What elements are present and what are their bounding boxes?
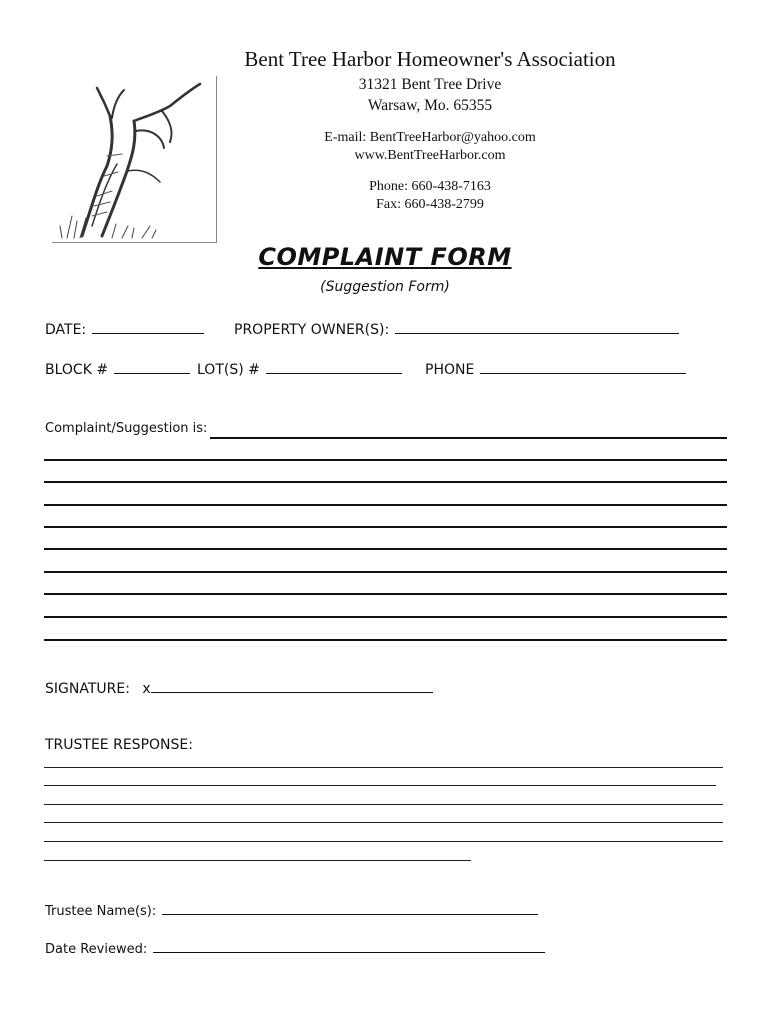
property-owner-field bbox=[234, 321, 679, 338]
lot-blank[interactable] bbox=[266, 361, 402, 374]
lot-field bbox=[197, 361, 402, 378]
property-owner-blank[interactable] bbox=[395, 321, 679, 334]
trustee-response-line[interactable] bbox=[44, 767, 723, 768]
complaint-line[interactable] bbox=[44, 571, 727, 573]
block-field bbox=[45, 361, 190, 378]
logo-frame bbox=[52, 76, 217, 243]
complaint-line[interactable] bbox=[44, 481, 727, 483]
complaint-line[interactable] bbox=[44, 548, 727, 550]
date-reviewed-blank[interactable] bbox=[153, 940, 545, 953]
address-line-2: Warsaw, Mo. 65355 bbox=[367, 97, 493, 114]
complaint-label: Complaint/Suggestion is: bbox=[45, 421, 208, 436]
signature-prefix: x bbox=[142, 681, 151, 697]
address-line-1: 31321 Bent Tree Drive bbox=[358, 76, 502, 93]
complaint-line[interactable] bbox=[44, 459, 727, 461]
date-label: DATE: bbox=[45, 322, 87, 338]
complaint-line[interactable] bbox=[44, 639, 727, 641]
block-blank[interactable] bbox=[114, 361, 190, 374]
website: www.BentTreeHarbor.com bbox=[354, 148, 506, 163]
phone-number: Phone: 660-438-7163 bbox=[369, 179, 491, 194]
complaint-line[interactable] bbox=[44, 504, 727, 506]
lot-label: LOT(S) # bbox=[197, 362, 260, 378]
complaint-line[interactable] bbox=[210, 437, 727, 439]
date-reviewed-field bbox=[45, 940, 545, 957]
complaint-line[interactable] bbox=[44, 616, 727, 618]
trustee-name-label: Trustee Name(s): bbox=[45, 904, 157, 919]
date-reviewed-label: Date Reviewed: bbox=[45, 942, 148, 957]
complaint-line[interactable] bbox=[44, 526, 727, 528]
phone-field bbox=[425, 361, 686, 378]
trustee-response-label: TRUSTEE RESPONSE: bbox=[45, 737, 193, 753]
date-field bbox=[45, 321, 204, 338]
email: E-mail: BentTreeHarbor@yahoo.com bbox=[324, 130, 536, 145]
complaint-line[interactable] bbox=[44, 593, 727, 595]
trustee-response-line[interactable] bbox=[44, 841, 723, 842]
phone-label: PHONE bbox=[425, 362, 475, 378]
trustee-response-line[interactable] bbox=[44, 804, 723, 805]
form-subtitle: (Suggestion Form) bbox=[320, 279, 450, 295]
signature-blank[interactable] bbox=[151, 680, 433, 693]
signature-label: SIGNATURE: bbox=[45, 681, 130, 697]
trustee-name-field bbox=[45, 902, 538, 919]
date-blank[interactable] bbox=[92, 321, 204, 334]
trustee-response-line[interactable] bbox=[44, 822, 723, 823]
trustee-response-line[interactable] bbox=[44, 860, 471, 861]
block-label: BLOCK # bbox=[45, 362, 109, 378]
trustee-name-blank[interactable] bbox=[162, 902, 538, 915]
form-title: COMPLAINT FORM bbox=[258, 243, 512, 271]
tree-stump-sketch-icon bbox=[52, 76, 216, 242]
phone-blank[interactable] bbox=[480, 361, 686, 374]
trustee-response-line[interactable] bbox=[44, 785, 716, 786]
property-owner-label: PROPERTY OWNER(S): bbox=[234, 322, 390, 338]
fax-number: Fax: 660-438-2799 bbox=[376, 197, 484, 212]
org-name: Bent Tree Harbor Homeowner's Association bbox=[244, 47, 616, 71]
signature-field bbox=[45, 680, 433, 697]
